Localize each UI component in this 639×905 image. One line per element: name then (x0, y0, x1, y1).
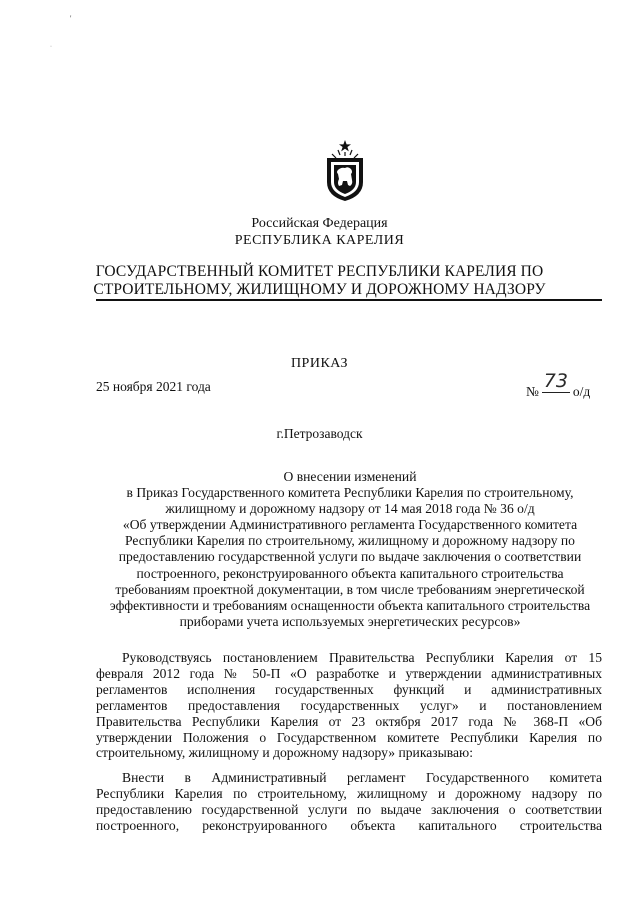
order-subject (100, 469, 600, 630)
federation-title: Российская Федерация (251, 216, 388, 231)
body-line: Руководствуясь постановлением Правительства Республики Карелия от 15 (122, 650, 602, 665)
header-divider (96, 299, 602, 301)
body-line: строительному, жилищному и дорожному надзору» приказываю: (96, 745, 473, 761)
subject-line: построенного, реконструированного объекта капитального строительства (136, 565, 564, 581)
body-line: Правительства Республики Карелия от 23 октября 2017 года № 368-П «Об (96, 713, 602, 729)
body-line: февраля 2012 года № 50-П «О разработке и утверждении административных (96, 665, 602, 681)
body-line: утверждении Положения о Государственном комитете Республики Карелия по (96, 729, 602, 745)
body-line: регламентов исполнения государственных функций и административных (96, 681, 602, 697)
order-number-handwritten: 73 (543, 370, 568, 392)
body-line: предоставлению государственной услуги по выдаче заключения о соответствии (96, 801, 602, 817)
subject-line: «Об утверждении Административного регламента Государственного комитета (122, 517, 578, 533)
scan-dot: · (50, 44, 52, 50)
subject-line: Республики Карелия по строительному, жилищному и дорожному надзору по (125, 533, 575, 549)
committee-name-line: СТРОИТЕЛЬНОМУ, ЖИЛИЩНОМУ И ДОРОЖНОМУ НАДЗОРУ (93, 281, 546, 298)
committee-name-line: ГОСУДАРСТВЕННЫЙ КОМИТЕТ РЕСПУБЛИКИ КАРЕЛИЯ ПО (95, 263, 544, 280)
subject-line: О внесении изменений (283, 469, 417, 484)
scan-mark: ' (70, 14, 72, 23)
republic-title: РЕСПУБЛИКА КАРЕЛИЯ (234, 233, 405, 248)
subject-line: в Приказ Государственного комитета Республики Карелия по строительному, (126, 485, 574, 501)
subject-line: жилищному и дорожному надзору от 14 мая 2018 года № 36 о/д (165, 501, 535, 517)
subject-line: предоставлению государственной услуги по выдаче заключения о соответствии (118, 549, 582, 565)
body-line: построенного, реконструированного объекта капитального строительства (96, 817, 602, 833)
city-name: г.Петрозаводск (276, 426, 363, 441)
order-number-suffix: о/д (572, 384, 591, 399)
subject-line: требованиям проектной документации, в том числе требованиям энергетической (115, 581, 585, 597)
order-number-prefix: № (526, 384, 539, 399)
karelia-coat-of-arms-icon (323, 140, 367, 202)
subject-line: приборами учета используемых энергетических ресурсов» (179, 613, 521, 629)
order-number (526, 370, 591, 399)
body-paragraph-basis (96, 650, 602, 761)
body-line: Внести в Административный регламент Государственного комитета (122, 770, 602, 785)
body-paragraph-order (96, 770, 602, 834)
body-line: регламентов предоставления государственных услуг» и постановлением (96, 697, 602, 713)
body-line: Республики Карелия по строительному, жилищному и дорожному надзору по (96, 785, 602, 801)
subject-line: эффективности и требованиям оснащенности объекта капитального строительства (109, 597, 591, 613)
committee-name (0, 263, 639, 299)
order-title: ПРИКАЗ (290, 356, 349, 371)
order-date: 25 ноября 2021 года (96, 379, 211, 394)
